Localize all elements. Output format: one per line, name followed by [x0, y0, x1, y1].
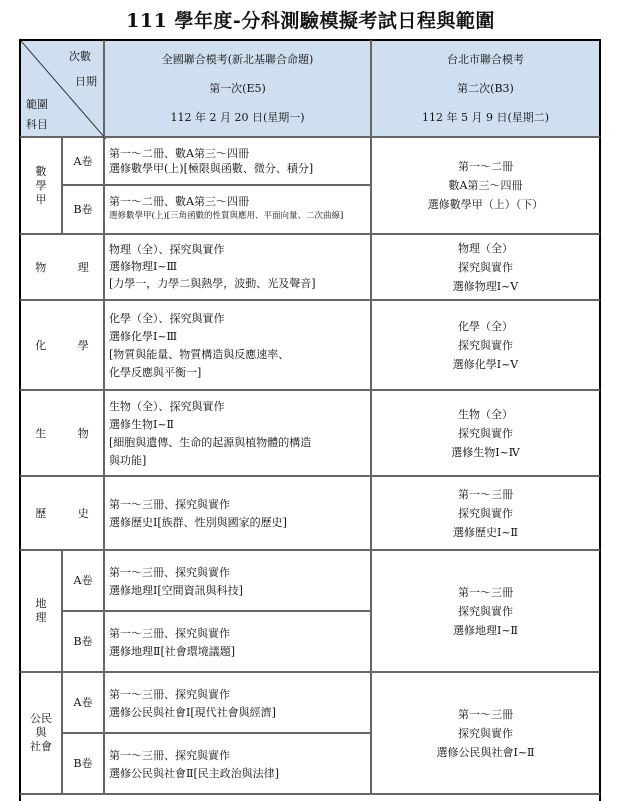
chemistry-scope-exam-2: 化學（全） 探究與實作 選修化學Ⅰ~Ⅴ [371, 300, 601, 390]
subject-geography: 地 理 [19, 550, 62, 672]
civics-scope-exam-2: 第一～三冊 探究與實作 選修公民與社會Ⅰ~Ⅱ [371, 672, 601, 794]
header-corner [19, 39, 104, 137]
header-exam-2 [371, 39, 601, 137]
math-part-a-label: A卷 [62, 137, 104, 185]
exam-1-organizer: 全國聯合模考(新北基聯合命題) [161, 53, 314, 66]
math-part-b-label: B卷 [62, 185, 104, 234]
geography-part-b-label: B卷 [62, 611, 104, 672]
exam-1-date: 112 年 2 月 20 日(星期一) [170, 111, 305, 124]
subject-math: 數 學 甲 [19, 137, 62, 234]
subject-biology: 生 物 [19, 390, 104, 476]
history-scope-exam-2: 第一～三冊 探究與實作 選修歷史Ⅰ~Ⅱ [371, 476, 601, 550]
exam-2-round: 第二次(B3) [457, 82, 514, 95]
geography-scope-exam-2: 第一～三冊 探究與實作 選修地理Ⅰ~Ⅱ [371, 550, 601, 672]
page-title: 111 學年度-分科測驗模擬考試日程與範圍 [126, 10, 495, 32]
exam-1-round: 第一次(E5) [209, 82, 266, 95]
subject-chemistry: 化 學 [19, 300, 104, 390]
geography-a-scope-exam-1: 第一～三冊、探究與實作 選修地理Ⅰ[空間資訊與科技] [104, 550, 371, 611]
biology-scope-exam-1: 生物（全）、探究與實作 選修生物Ⅰ~Ⅱ [細胞與遺傳、生命的起源與植物體的構造 與功能] [104, 390, 371, 476]
corner-subject-label: 科目 [26, 118, 48, 131]
chemistry-scope-exam-1: 化學（全）、探究與實作 選修化學Ⅰ~Ⅲ [物質與能量、物質構造與反應速率、 化學反應與平衡一] [104, 300, 371, 390]
subject-physics: 物 理 [19, 234, 104, 300]
physics-scope-exam-2: 物理（全） 探究與實作 選修物理Ⅰ~Ⅴ [371, 234, 601, 300]
civics-part-a-label: A卷 [62, 672, 104, 733]
geography-part-a-label: A卷 [62, 550, 104, 611]
exam-2-organizer: 台北市聯合模考 [447, 53, 524, 66]
civics-a-scope-exam-1: 第一～三冊、探究與實作 選修公民與社會Ⅰ[現代社會與經濟] [104, 672, 371, 733]
civics-part-b-label: B卷 [62, 733, 104, 794]
corner-scope-label: 範圍 [26, 98, 48, 111]
corner-count-label: 次數 [69, 50, 91, 63]
header-exam-1 [104, 39, 371, 137]
math-b-scope-exam-1: 第一～二冊、數A第三～四冊 選修數學甲(上)[三角函數的性質與應用、平面向量、二次曲線] [104, 185, 371, 234]
table-bottom-row [19, 794, 601, 801]
subject-civics: 公民 與 社會 [19, 672, 62, 794]
subject-history: 歷 史 [19, 476, 104, 550]
biology-scope-exam-2: 生物（全） 探究與實作 選修生物Ⅰ~Ⅳ [371, 390, 601, 476]
corner-date-label: 日期 [75, 75, 97, 88]
history-scope-exam-1: 第一～三冊、探究與實作 選修歷史Ⅰ[族群、性別與國家的歷史] [104, 476, 371, 550]
exam-2-date: 112 年 5 月 9 日(星期二) [421, 111, 550, 124]
geography-b-scope-exam-1: 第一～三冊、探究與實作 選修地理Ⅱ[社會環境議題] [104, 611, 371, 672]
math-a-scope-exam-1: 第一～二冊、數A第三～四冊 選修數學甲(上)[極限與函數、微分、積分] [104, 137, 371, 185]
math-scope-exam-2: 第一～二冊 數A第三～四冊 選修數學甲（上）（下） [371, 137, 601, 234]
physics-scope-exam-1: 物理（全）、探究與實作 選修物理Ⅰ~Ⅲ [力學一，力學二與熱學，波動、光及聲音] [104, 234, 371, 300]
civics-b-scope-exam-1: 第一～三冊、探究與實作 選修公民與社會Ⅱ[民主政治與法律] [104, 733, 371, 794]
